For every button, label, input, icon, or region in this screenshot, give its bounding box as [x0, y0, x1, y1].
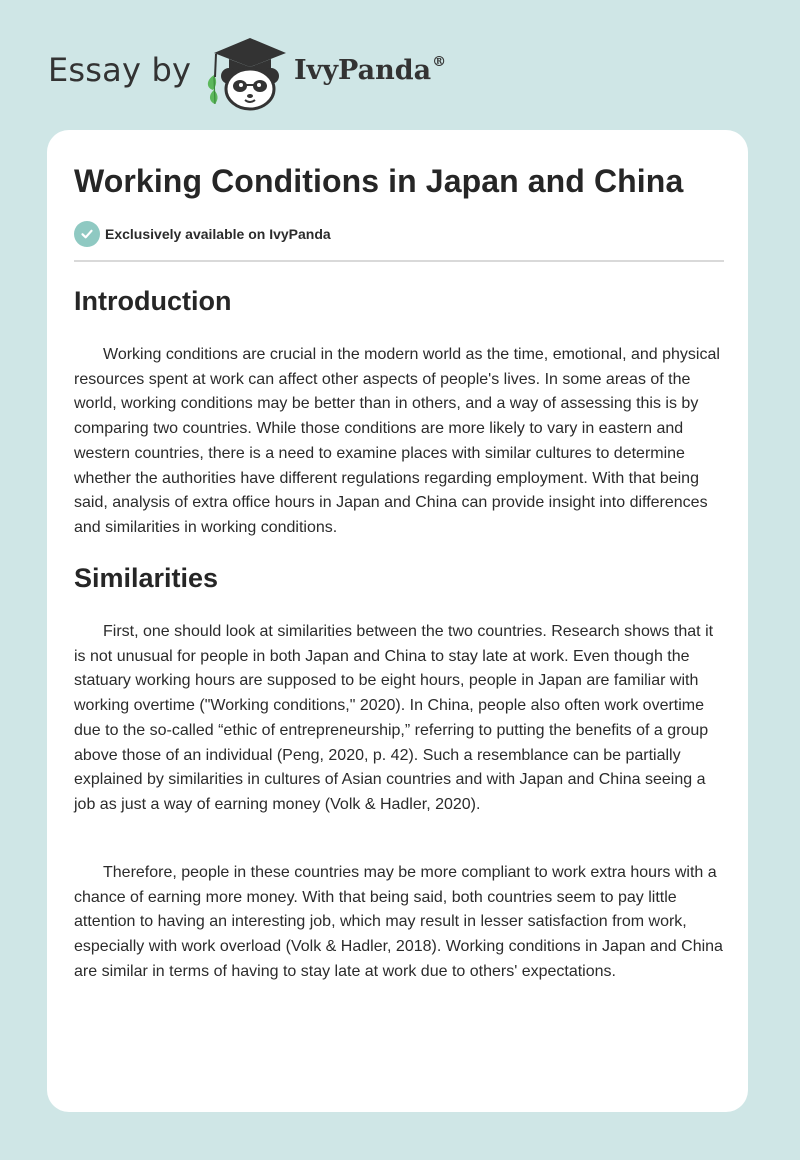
panda-graduate-icon[interactable] — [202, 34, 292, 114]
essay-card — [47, 130, 748, 1112]
section-heading-introduction: Introduction — [74, 286, 232, 316]
brand-header — [48, 34, 508, 114]
exclusive-badge-text: Exclusively available on IvyPanda — [105, 226, 331, 242]
brand-name[interactable]: IvyPanda® — [294, 54, 447, 86]
essay-title: Working Conditions in Japan and China — [74, 163, 684, 199]
brand-prefix: Essay by — [48, 51, 192, 89]
checkmark-icon — [74, 221, 100, 247]
exclusive-badge — [74, 221, 331, 247]
paragraph-similarities-1: First, one should look at similarities between the two countries. Research shows that it is not unusual for people in both Japan and China to stay late at work. Even though the statuary working hours are supposed to be eight hours, people in Japan are familiar with working overtime ("Working conditions," 2020). In China, people also often work overtime due to the so-called “ethic of entrepreneurship,” referring to putting the benefits of a group above those of an individual (Peng, 2020, p. 42). Such a resemblance can be partially explained by similarities in cultures of Asian countries and with Japan and China seeing a job as just a way of earning money (Volk & Hadler, 2020). — [74, 623, 714, 813]
registered-mark: ® — [432, 54, 447, 70]
title-divider — [74, 260, 724, 262]
paragraph-similarities-2: Therefore, people in these countries may be more compliant to work extra hours with a chance of earning more money. With that being said, both countries seem to pay little attention to having an interesting job, which may result in lesser satisfaction from work, especially with work overload (Volk & Hadler, 2018). Working conditions in Japan and China are similar in terms of having to stay late at work due to others' expectations. — [74, 864, 723, 980]
paragraph-introduction: Working conditions are crucial in the modern world as the time, emotional, and physical resources spent at work can affect other aspects of people's lives. In some areas of the world, working conditions may be better than in others, and a way of assessing this is by comparing two countries. While those conditions are more likely to vary in eastern and western countries, there is a need to examine places with similar cultures to determine whether the authorities have different regulations regarding employment. With that being said, analysis of extra office hours in Japan and China can provide insight into differences and similarities in working conditions. — [74, 346, 720, 536]
section-heading-similarities: Similarities — [74, 563, 219, 593]
